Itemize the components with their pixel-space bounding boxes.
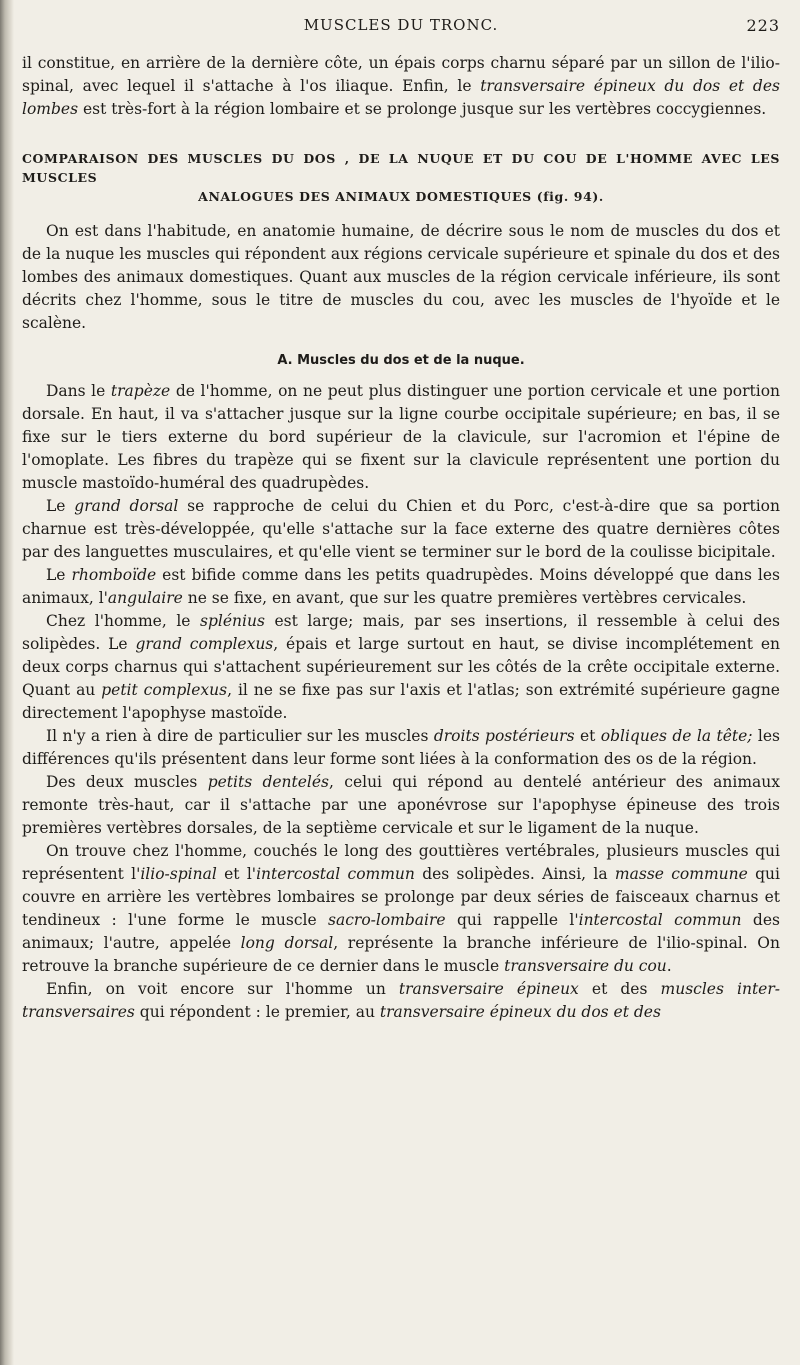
text-run: ne se fixe, en avant, que sur les quatre premières vertèbres cervicales. bbox=[182, 589, 747, 607]
italic-term: petits dentelés bbox=[207, 773, 330, 791]
italic-term: transversaire épineux du dos et des bbox=[379, 1003, 661, 1021]
text-run: de l'homme, on ne peut plus distinguer une portion cervicale et une portion dorsale. En haut, il va s'attacher jusque sur la ligne courbe occipitale supérieure; en bas, il se fixe sur le tiers externe du bord supérieur de la clavicule, sur l'acromion et l'épine de l'omoplate. Les fibres du trapèze qui se fixent sur la clavicule représentent une portion du muscle mastoïdo-huméral des quadrupèdes. bbox=[22, 382, 781, 492]
paragraph-rhomboide bbox=[22, 564, 780, 610]
text-run: Le bbox=[46, 497, 75, 515]
text-run: . bbox=[666, 957, 672, 975]
italic-term: muscles inter-transversaires bbox=[22, 980, 781, 1021]
italic-term: transversaire épineux bbox=[398, 980, 579, 998]
italic-term: long dorsal bbox=[240, 934, 334, 952]
text-run: , il ne se fixe pas sur l'axis et l'atlas; son extrémité supérieure gagne directement l'apophyse mastoïde. bbox=[22, 681, 780, 722]
intro-paragraph bbox=[22, 52, 780, 121]
text-run: On trouve chez l'homme, couchés le long des gouttières vertébrales, plusieurs muscles qui représentent l' bbox=[22, 842, 780, 883]
text-run: Le bbox=[46, 566, 72, 584]
paragraph-droits-posterieurs bbox=[22, 725, 780, 771]
italic-term: trapèze bbox=[110, 382, 171, 400]
section-heading-line-2: ANALOGUES DES ANIMAUX DOMESTIQUES (fig. 94). bbox=[198, 189, 604, 204]
section-heading-line-1: COMPARAISON DES MUSCLES DU DOS , DE LA NUQUE ET DU COU DE L'HOMME AVEC LES MUSCLES bbox=[22, 151, 780, 185]
text-run: Enfin, on voit encore sur l'homme un bbox=[46, 980, 399, 998]
italic-term: angulaire bbox=[107, 589, 183, 607]
italic-term: grand dorsal bbox=[74, 497, 179, 515]
paragraph-splenius bbox=[22, 610, 780, 725]
text-run: et bbox=[574, 727, 601, 745]
text-run: des animaux; l'autre, appelée bbox=[22, 911, 780, 952]
text-run: il constitue, en arrière de la dernière côte, un épais corps charnu séparé par un sillon de l'ilio-spinal, avec lequel il s'attache à l'os iliaque. Enfin, le bbox=[22, 54, 780, 95]
italic-term: rhomboïde bbox=[71, 566, 157, 584]
subsection-heading: A. Muscles du dos et de la nuque. bbox=[277, 353, 525, 368]
text-run: qui rappelle l' bbox=[445, 911, 579, 929]
text-run: est très-fort à la région lombaire et se prolonge jusque sur les vertèbres coccygiennes. bbox=[78, 100, 767, 118]
text-run: qui répondent : le premier, au bbox=[134, 1003, 380, 1021]
running-head bbox=[22, 16, 780, 38]
section-intro-paragraph: On est dans l'habitude, en anatomie humaine, de décrire sous le nom de muscles du dos et de la nuque les muscles qui répondent aux régions cervicale supérieure et spinale du dos et des lombes des animaux domestiques. Quant aux muscles de la région cervicale inférieure, ils sont décrits chez l'homme, sous le titre de muscles du cou, avec les muscles de l'hyoïde et le scalène. bbox=[22, 222, 780, 332]
italic-term: sacro-lombaire bbox=[328, 911, 446, 929]
italic-term: obliques de la tête; bbox=[600, 727, 753, 745]
text-run: qui couvre en arrière les vertèbres lombaires se prolonge par deux séries de faisceaux charnus et tendineux : l'une forme le muscle bbox=[22, 865, 780, 929]
book-page bbox=[22, 16, 780, 1024]
text-run: des solipèdes. Ainsi, la bbox=[414, 865, 615, 883]
running-title: MUSCLES DU TRONC. bbox=[303, 16, 499, 34]
italic-term: grand complexus bbox=[135, 635, 274, 653]
paragraph-trapeze bbox=[22, 380, 780, 495]
italic-term: petit complexus bbox=[101, 681, 228, 699]
italic-term: splénius bbox=[200, 612, 265, 630]
text-run: , épais et large surtout en haut, se divise incomplétement en deux corps charnus qui s'attachent supérieurement sur les côtés de la crête occipitale externe. Quant au bbox=[22, 635, 781, 699]
page-number: 223 bbox=[746, 16, 780, 35]
italic-term: masse commune bbox=[614, 865, 748, 883]
section-heading bbox=[22, 149, 780, 206]
text-run: et l' bbox=[216, 865, 257, 883]
paragraph-transversaire-epineux bbox=[22, 978, 780, 1024]
text-run: , représente la branche inférieure de l'ilio-spinal. On retrouve la branche supérieure de ce dernier dans le muscle bbox=[22, 934, 780, 975]
paragraph-ilio-spinal bbox=[22, 840, 780, 978]
text-run: Chez l'homme, le bbox=[46, 612, 201, 630]
text-run: Il n'y a rien à dire de particulier sur les muscles bbox=[46, 727, 434, 745]
paragraph-petits-denteles bbox=[22, 771, 780, 840]
text-run: les différences qu'ils présentent dans leur forme sont liées à la conformation des os de la région. bbox=[22, 727, 780, 768]
italic-term: transversaire épineux du dos et des lombes bbox=[22, 77, 780, 118]
text-run: Des deux muscles bbox=[46, 773, 208, 791]
paragraph-grand-dorsal bbox=[22, 495, 780, 564]
text-run: est large; mais, par ses insertions, il ressemble à celui des solipèdes. Le bbox=[22, 612, 781, 653]
text-run: Dans le bbox=[46, 382, 111, 400]
text-run: est bifide comme dans les petits quadrupèdes. Moins développé que dans les animaux, l' bbox=[22, 566, 780, 607]
italic-term: intercostal commun bbox=[578, 911, 742, 929]
italic-term: ilio-spinal bbox=[140, 865, 217, 883]
page-binding-edge bbox=[0, 0, 14, 1365]
italic-term: transversaire du cou bbox=[504, 957, 667, 975]
italic-term: droits postérieurs bbox=[433, 727, 575, 745]
italic-term: intercostal commun bbox=[256, 865, 415, 883]
text-run: et des bbox=[578, 980, 661, 998]
text-run: se rapproche de celui du Chien et du Porc, c'est-à-dire que sa portion charnue est très-développée, qu'elle s'attache sur la face externe des quatre dernières côtes par des languettes musculaires, et qu'elle vient se terminer sur le bord de la coulisse bicipitale. bbox=[22, 497, 780, 561]
text-run: , celui qui répond au dentelé antérieur des animaux remonte très-haut, car il s'attache par une aponévrose sur l'apophyse épineuse des trois premières vertèbres dorsales, de la septième cervicale et sur le ligament de la nuque. bbox=[22, 773, 781, 837]
